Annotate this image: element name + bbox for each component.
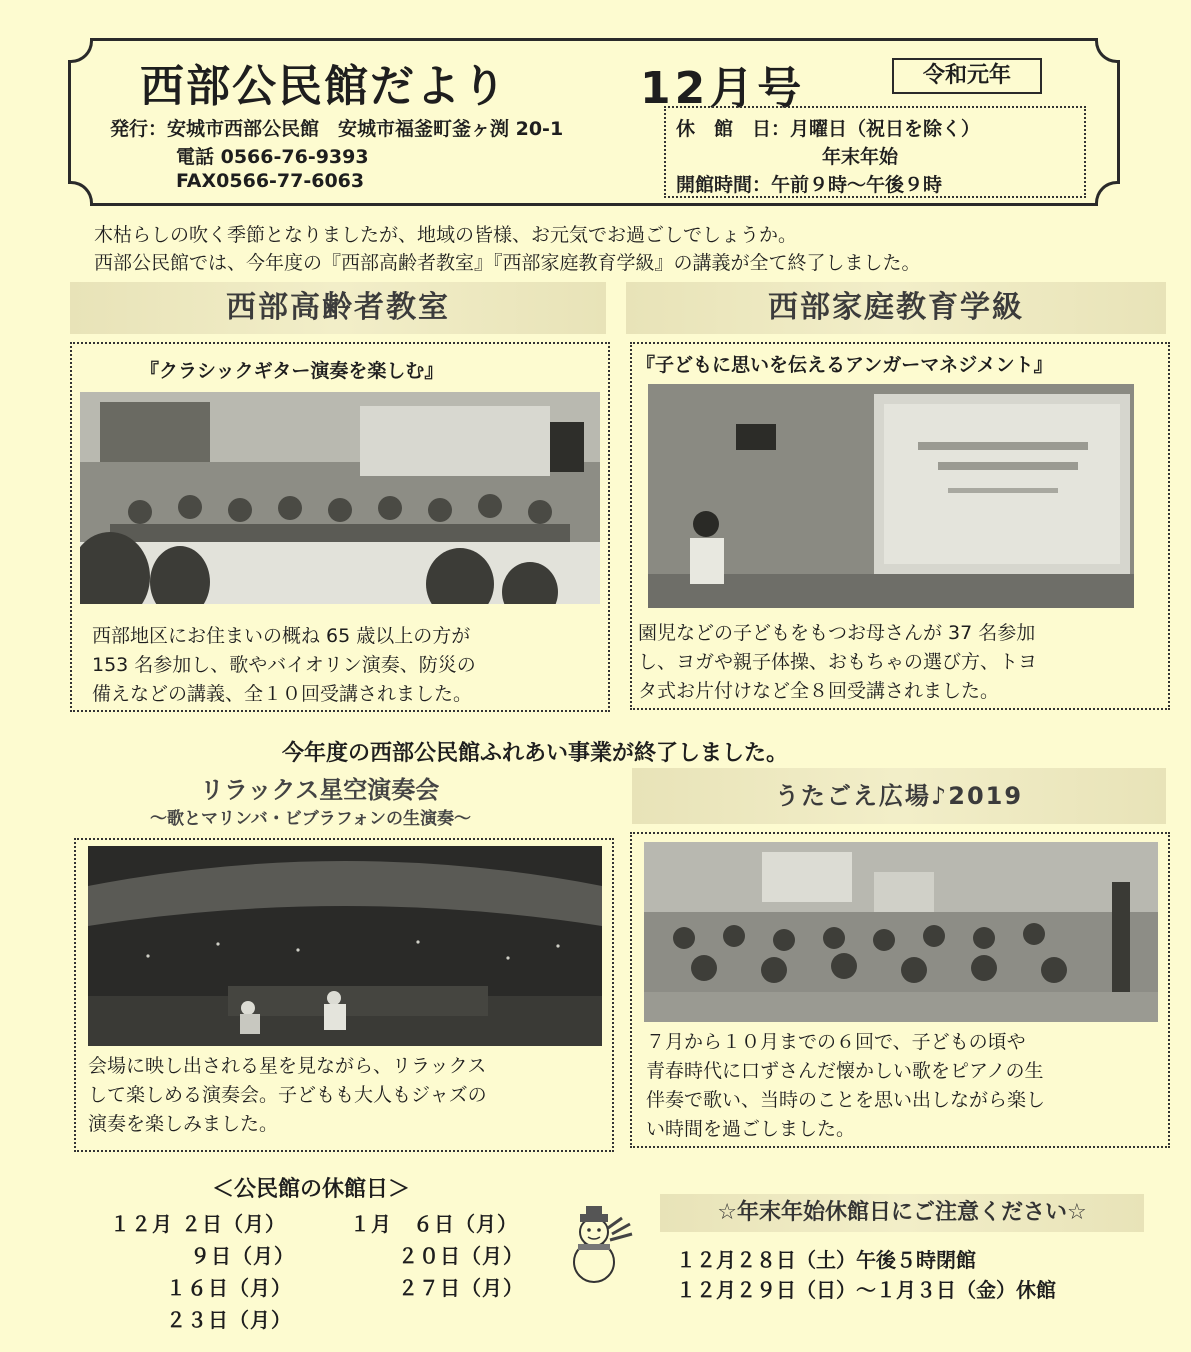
elderly-desc-1: 西部地区にお住まいの概ね 65 歳以上の方が (92, 625, 471, 647)
guitar-concert-photo (80, 392, 600, 604)
year-end-notice-line-2: １２月２９日（日）～１月３日（金）休館 (676, 1278, 1056, 1302)
closed-season: 年末年始 (822, 146, 899, 168)
year-end-notice-title: ☆年末年始休館日にご注意ください☆ (660, 1194, 1144, 1232)
snowman-icon (560, 1204, 644, 1288)
starry-sky-concert-photo (88, 846, 602, 1046)
relax-desc-2: して楽しめる演奏会。子どもも大人もジャズの (88, 1084, 487, 1106)
era-badge: 令和元年 (892, 58, 1042, 94)
issue-number: 12月号 (640, 63, 806, 114)
closed-days: 休 館 日：月曜日（祝日を除く） (676, 118, 981, 140)
relax-desc-3: 演奏を楽しみました。 (88, 1113, 279, 1135)
elderly-heading: 『クラシックギター演奏を楽しむ』 (140, 360, 444, 382)
utagoe-desc-1: ７月から１０月までの６回で、子どもの頃や (646, 1031, 1026, 1053)
family-desc-3: タ式お片付けなど全８回受講されました。 (638, 680, 1000, 702)
fureai-title: 今年度の西部公民館ふれあい事業が終了しました。 (282, 741, 789, 766)
closed-days-title: ＜公民館の休館日＞ (212, 1177, 411, 1202)
closed-date-jan-6: １月 ６日（月） (350, 1212, 518, 1236)
utagoe-title: うたごえ広場♪2019 (632, 768, 1166, 824)
page-title: 西部公民館だより (140, 61, 508, 112)
fax: FAX0566-77-6063 (176, 170, 365, 192)
closed-date-dec-23: ２３日（月） (166, 1308, 292, 1332)
family-class-title: 西部家庭教育学級 (626, 282, 1166, 334)
elderly-desc-3: 備えなどの講義、全１０回受講されました。 (92, 683, 473, 705)
phone: 電話 0566-76-9393 (176, 146, 369, 168)
relax-concert-title: リラックス星空演奏会 (200, 776, 440, 804)
relax-concert-subtitle: ～歌とマリンバ・ビブラフォンの生演奏～ (150, 809, 471, 829)
opening-hours: 開館時間：午前９時～午後９時 (676, 174, 943, 196)
year-end-notice-line-1: １２月２８日（土）午後５時閉館 (676, 1248, 976, 1272)
elderly-class-title: 西部高齢者教室 (70, 282, 606, 334)
closed-date-dec-2: １２月 ２日（月） (110, 1212, 286, 1236)
intro-line-1: 木枯らしの吹く季節となりましたが、地域の皆様、お元気でお過ごしでしょうか。 (94, 224, 798, 246)
utagoe-square-photo (644, 842, 1158, 1022)
intro-line-2: 西部公民館では、今年度の『西部高齢者教室』『西部家庭教育学級』の講義が全て終了しました。 (94, 252, 921, 274)
family-heading: 『子どもに思いを伝えるアンガーマネジメント』 (636, 354, 1053, 376)
relax-desc-1: 会場に映し出される星を見ながら、リラックス (88, 1055, 487, 1077)
family-desc-2: し、ヨガや親子体操、おもちゃの選び方、トヨ (638, 651, 1038, 673)
closed-date-jan-20: ２０日（月） (398, 1244, 524, 1268)
utagoe-desc-3: 伴奏で歌い、当時のことを思い出しながら楽し (646, 1089, 1046, 1111)
anger-management-lecture-photo (648, 384, 1134, 608)
family-desc-1: 園児などの子どもをもつお母さんが 37 名参加 (638, 622, 1036, 644)
elderly-desc-2: 153 名参加し、歌やバイオリン演奏、防災の (92, 654, 476, 676)
closed-date-dec-9: ９日（月） (190, 1244, 295, 1268)
publisher: 発行：安城市西部公民館 安城市福釜町釜ヶ渕 20-1 (110, 118, 564, 140)
closed-date-jan-27: ２７日（月） (398, 1276, 524, 1300)
closed-date-dec-16: １６日（月） (166, 1276, 292, 1300)
utagoe-desc-4: い時間を過ごしました。 (646, 1118, 856, 1140)
utagoe-desc-2: 青春時代に口ずさんだ懐かしい歌をピアノの生 (646, 1060, 1044, 1082)
